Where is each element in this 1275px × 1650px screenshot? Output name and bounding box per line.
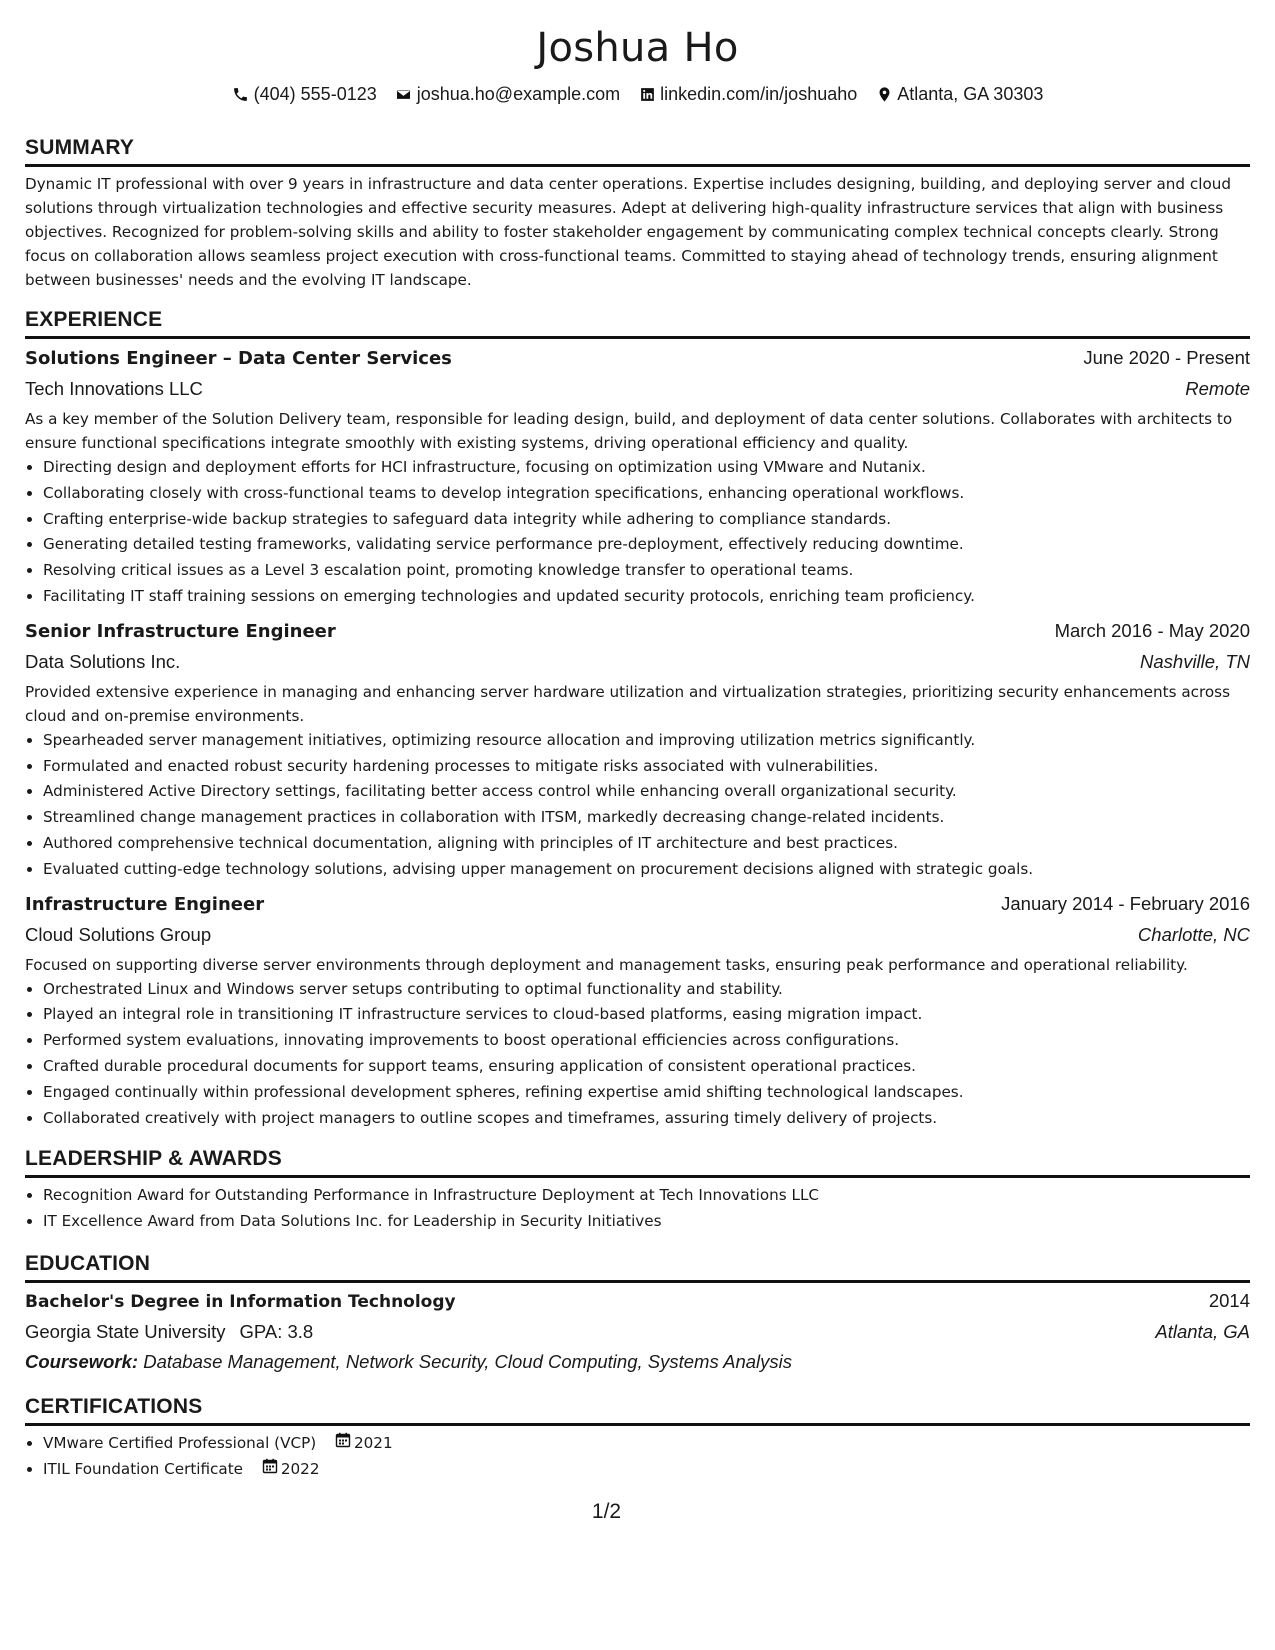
cert-name: VMware Certified Professional (VCP) xyxy=(43,1433,317,1452)
awards-list xyxy=(25,1183,1250,1235)
cert-year: 2021 xyxy=(353,1433,393,1452)
list-item: • Authored comprehensive technical documentation, aligning with principles of IT architecture and best practices. xyxy=(43,831,1250,857)
contact-phone[interactable] xyxy=(232,82,377,106)
job-company: Data Solutions Inc. xyxy=(25,650,181,672)
list-item: • Engaged continually within professional development spheres, refining expertise amid shifting technological landscapes. xyxy=(43,1080,1250,1106)
list-item: • Administered Active Directory settings, facilitating better access control while enhancing overall organizational security. xyxy=(43,779,1250,805)
section-title-experience: EXPERIENCE xyxy=(25,307,1250,339)
contact-email[interactable] xyxy=(395,82,620,106)
calendar-icon xyxy=(335,1431,351,1457)
list-item: • Played an integral role in transitioning IT infrastructure services to cloud-based platforms, easing migration impact. xyxy=(43,1002,1250,1028)
job-entry xyxy=(25,889,1250,1132)
location-text: Atlanta, GA 30303 xyxy=(897,84,1044,104)
section-title-awards: LEADERSHIP & AWARDS xyxy=(25,1146,1250,1178)
list-item: • Recognition Award for Outstanding Performance in Infrastructure Deployment at Tech Innovations LLC xyxy=(43,1183,1250,1209)
resume-page xyxy=(25,20,1250,1483)
job-entry xyxy=(25,616,1250,883)
gpa: GPA: 3.8 xyxy=(239,1320,314,1342)
section-title-certifications: CERTIFICATIONS xyxy=(25,1394,1250,1426)
list-item: • Streamlined change management practices in collaboration with ITSM, markedly decreasing change-related incidents. xyxy=(43,805,1250,831)
graduation-year: 2014 xyxy=(1208,1289,1250,1311)
degree-title: Bachelor's Degree in Information Technology xyxy=(25,1291,456,1312)
job-description: Focused on supporting diverse server environments through deployment and management tasks, ensuring peak performance and operational reliability. xyxy=(25,955,1188,974)
linkedin-icon xyxy=(638,85,656,103)
job-location: Charlotte, NC xyxy=(1137,923,1250,945)
section-title-summary: SUMMARY xyxy=(25,135,1250,167)
list-item: • Resolving critical issues as a Level 3 escalation point, promoting knowledge transfer to operational teams. xyxy=(43,558,1250,584)
job-bullets xyxy=(25,455,1250,610)
experience-section xyxy=(25,307,1250,1131)
contact-linkedin[interactable] xyxy=(638,82,857,106)
phone-icon xyxy=(232,85,250,103)
list-item: • Collaborating closely with cross-functional teams to develop integration specifications, enhancing operational workflows. xyxy=(43,481,1250,507)
list-item: • Crafting enterprise-wide backup strategies to safeguard data integrity while adhering to compliance standards. xyxy=(43,507,1250,533)
list-item: • Orchestrated Linux and Windows server setups contributing to optimal functionality and stability. xyxy=(43,977,1250,1003)
list-item xyxy=(43,1431,1250,1457)
cert-year: 2022 xyxy=(280,1459,320,1478)
job-location: Remote xyxy=(1185,378,1250,399)
list-item: • Facilitating IT staff training sessions on emerging technologies and updated security protocols, enriching team proficiency. xyxy=(43,584,1250,610)
linkedin-text: linkedin.com/in/joshuaho xyxy=(660,84,858,104)
contact-location xyxy=(875,82,1043,106)
list-item xyxy=(43,1457,1250,1483)
list-item: • Evaluated cutting-edge technology solutions, advising upper management on procurement decisions aligned with strategic goals. xyxy=(43,857,1250,883)
list-item: • Collaborated creatively with project managers to outline scopes and timeframes, assuring timely delivery of projects. xyxy=(43,1106,1250,1132)
coursework-label: Coursework: xyxy=(25,1350,139,1372)
job-location: Nashville, TN xyxy=(1140,650,1250,672)
job-dates: January 2014 - February 2016 xyxy=(1001,892,1250,914)
contact-bar xyxy=(25,82,1250,106)
job-title: Solutions Engineer – Data Center Services xyxy=(25,348,452,369)
job-company: Tech Innovations LLC xyxy=(25,378,203,399)
list-item: • Formulated and enacted robust security hardening processes to mitigate risks associated with vulnerabilities. xyxy=(43,754,1250,780)
school-location: Atlanta, GA xyxy=(1155,1320,1250,1342)
job-description: Provided extensive experience in managing and enhancing server hardware utilization and virtualization strategies, prioritizing security enhancements across cloud and on-premise environments. xyxy=(25,682,1231,725)
job-bullets xyxy=(25,728,1250,883)
page-number: 1/2 xyxy=(591,1500,622,1523)
education-section xyxy=(25,1251,1250,1377)
coursework xyxy=(25,1347,1250,1377)
envelope-icon xyxy=(395,85,413,103)
job-title: Senior Infrastructure Engineer xyxy=(25,620,336,642)
job-dates: March 2016 - May 2020 xyxy=(1054,619,1250,641)
summary-text: Dynamic IT professional with over 9 years in infrastructure and data center operations. Expertise includes designing, building, and deploying server and cloud solutions through virtualization technologies and effective security measures. Adept at delivering high-quality infrastructure services that align with business objectives. Recognized for problem-solving skills and ability to foster stakeholder engagement by communicating complex technical concepts clearly. Strong focus on collaboration allows seamless project execution with cross-functional teams. Committed to staying ahead of technology trends, ensuring alignment between businesses' needs and the evolving IT landscape. xyxy=(25,175,1231,289)
location-pin-icon xyxy=(875,85,893,103)
list-item: • IT Excellence Award from Data Solutions Inc. for Leadership in Security Initiatives xyxy=(43,1209,1250,1235)
job-company: Cloud Solutions Group xyxy=(25,923,212,945)
cert-name: ITIL Foundation Certificate xyxy=(43,1459,244,1478)
job-description: As a key member of the Solution Delivery team, responsible for leading design, build, and deployment of data center solutions. Collaborates with architects to ensure functional specifications integrate smoothly with existing systems, driving operational efficiency and quality. xyxy=(25,410,1233,452)
list-item: • Performed system evaluations, innovating improvements to boost operational efficiencies across configurations. xyxy=(43,1028,1250,1054)
summary-section xyxy=(25,135,1250,292)
job-bullets xyxy=(25,977,1250,1132)
list-item: • Crafted durable procedural documents for support teams, ensuring application of consistent operational practices. xyxy=(43,1054,1250,1080)
list-item: • Generating detailed testing frameworks, validating service performance pre-deployment, effectively reducing downtime. xyxy=(43,532,1250,558)
list-item: • Directing design and deployment efforts for HCI infrastructure, focusing on optimization using VMware and Nutanix. xyxy=(43,455,1250,481)
school-name: Georgia State University xyxy=(25,1320,226,1342)
certifications-list xyxy=(25,1431,1250,1483)
job-entry xyxy=(25,343,1250,610)
phone-text: (404) 555-0123 xyxy=(253,84,377,104)
section-title-education: EDUCATION xyxy=(25,1251,1250,1283)
certifications-section xyxy=(25,1394,1250,1483)
job-dates: June 2020 - Present xyxy=(1083,347,1250,368)
job-title: Infrastructure Engineer xyxy=(25,893,265,915)
email-text: joshua.ho@example.com xyxy=(416,84,621,104)
calendar-icon xyxy=(262,1457,278,1483)
awards-section xyxy=(25,1146,1250,1235)
list-item: • Spearheaded server management initiatives, optimizing resource allocation and improving utilization metrics significantly. xyxy=(43,728,1250,754)
candidate-name: Joshua Ho xyxy=(536,25,739,71)
coursework-list: Database Management, Network Security, Cloud Computing, Systems Analysis xyxy=(143,1350,793,1372)
